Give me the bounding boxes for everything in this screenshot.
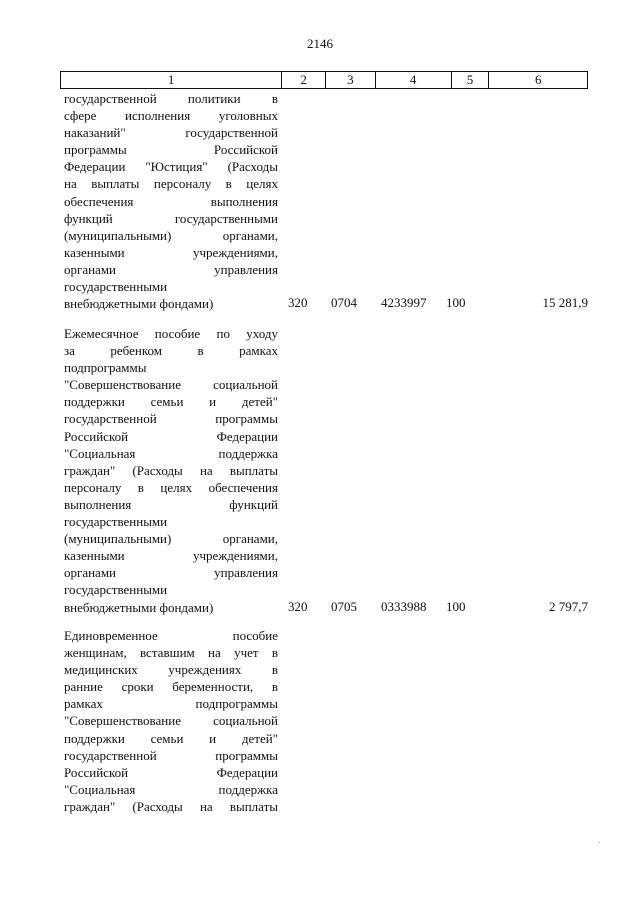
- row-description: [64, 325, 278, 616]
- description-line: внебюджетными фондами): [64, 296, 214, 312]
- description-line: "Социальная поддержка: [64, 781, 278, 797]
- header-col-2: 2: [282, 72, 326, 88]
- target-code: 0333988: [381, 599, 427, 614]
- description-line: выполнения функций: [64, 496, 278, 512]
- description-line: Федерации "Юстиция" (Расходы: [64, 159, 278, 175]
- description-line: программы Российской: [64, 142, 278, 158]
- header-col-4: 4: [376, 72, 452, 88]
- description-line: государственными: [64, 514, 168, 530]
- description-line: государственной программы: [64, 411, 278, 427]
- description-line: функций государственными: [64, 210, 278, 226]
- row-description: [64, 90, 278, 312]
- description-line: ранние сроки беременности, в: [64, 679, 278, 695]
- description-line: "Совершенствование социальной: [64, 377, 278, 393]
- target-code: 4233997: [381, 295, 427, 310]
- table-header: [60, 71, 588, 89]
- description-line: рамках подпрограммы: [64, 696, 278, 712]
- description-line: (муниципальными) органами,: [64, 227, 278, 243]
- amount: 2 797,7: [549, 599, 588, 614]
- description-line: граждан" (Расходы на выплаты: [64, 462, 278, 478]
- description-line: персоналу в целях обеспечения: [64, 479, 278, 495]
- description-line: Единовременное пособие: [64, 628, 278, 643]
- description-line: (муниципальными) органами,: [64, 531, 278, 547]
- description-line: медицинских учреждениях в: [64, 662, 278, 678]
- description-line: государственными: [64, 582, 168, 598]
- amount: 15 281,9: [542, 295, 588, 310]
- admin-code: 320: [288, 295, 308, 310]
- description-line: поддержки семьи и детей": [64, 730, 278, 746]
- header-col-1: 1: [61, 72, 282, 88]
- description-line: "Совершенствование социальной: [64, 713, 278, 729]
- table-row: [60, 627, 588, 822]
- description-line: Ежемесячное пособие по уходу: [64, 326, 278, 341]
- expense-kind-code: 100: [446, 599, 466, 614]
- table-row: [60, 90, 588, 320]
- description-line: внебюджетными фондами): [64, 599, 214, 615]
- description-line: сфере исполнения уголовных: [64, 108, 278, 124]
- description-line: поддержки семьи и детей": [64, 394, 278, 410]
- page-number: 2146: [307, 36, 333, 51]
- description-line: казенными учреждениями,: [64, 244, 278, 260]
- description-line: граждан" (Расходы на выплаты: [64, 798, 278, 814]
- section-code: 0704: [331, 295, 357, 310]
- description-line: государственной программы: [64, 747, 278, 763]
- admin-code: 320: [288, 599, 308, 614]
- description-line: наказаний" государственной: [64, 125, 278, 141]
- header-col-6: 6: [534, 72, 542, 87]
- header-col-5: 5: [452, 72, 490, 88]
- description-line: женщинам, вставшим на учет в: [64, 645, 278, 661]
- description-line: государственной политики в: [64, 91, 278, 106]
- header-col-3: 3: [326, 72, 376, 88]
- description-line: государственными: [64, 279, 168, 295]
- description-line: за ребенком в рамках: [64, 343, 278, 359]
- description-line: подпрограммы: [64, 360, 147, 376]
- description-line: Российской Федерации: [64, 428, 278, 444]
- section-code: 0705: [331, 599, 357, 614]
- description-line: казенными учреждениями,: [64, 548, 278, 564]
- row-description: [64, 627, 278, 815]
- description-line: на выплаты персоналу в целях: [64, 176, 278, 192]
- description-line: обеспечения выполнения: [64, 193, 278, 209]
- table-row: [60, 325, 588, 620]
- description-line: Российской Федерации: [64, 764, 278, 780]
- description-line: органами управления: [64, 565, 278, 581]
- scan-speck: [599, 842, 600, 843]
- expense-kind-code: 100: [446, 295, 466, 310]
- description-line: "Социальная поддержка: [64, 445, 278, 461]
- description-line: органами управления: [64, 261, 278, 277]
